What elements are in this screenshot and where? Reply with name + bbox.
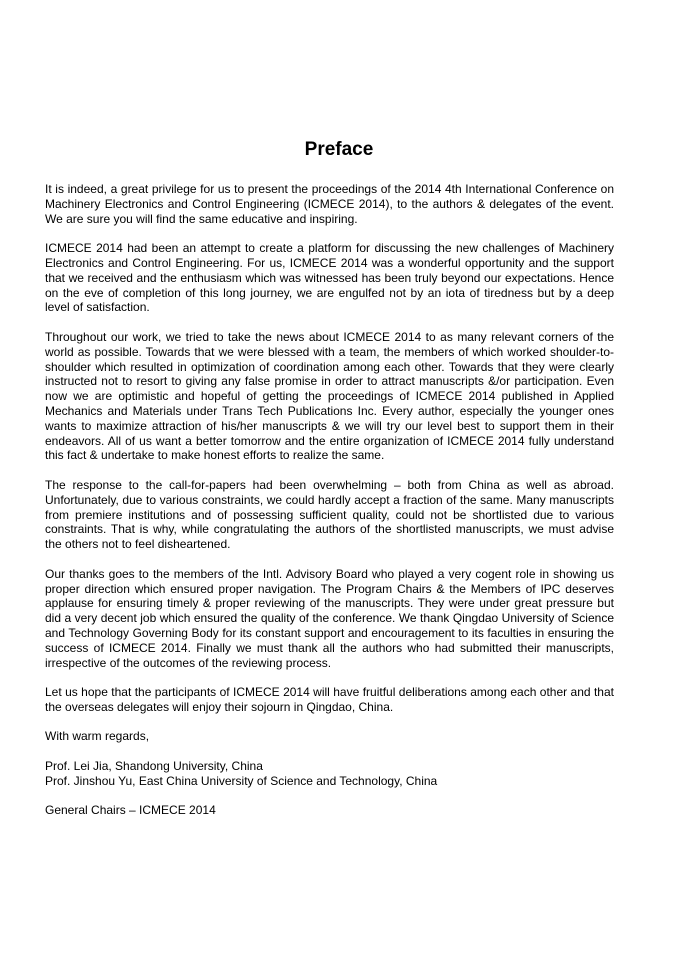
general-chairs-role: General Chairs – ICMECE 2014: [45, 803, 216, 818]
signatory-lei-jia: Prof. Lei Jia, Shandong University, China: [45, 759, 263, 774]
preface-body: [45, 182, 614, 833]
paragraph-hope: Let us hope that the participants of ICMECE 2014 will have fruitful deliberations among each other and that the overseas delegates will enjoy their sojourn in Qingdao, China.: [45, 685, 614, 714]
page-title: Preface: [304, 139, 374, 160]
paragraph-platform: ICMECE 2014 had been an attempt to create a platform for discussing the new challenges of Machinery Electronics and Control Engineering. For us, ICMECE 2014 was a wonderful opportunity and the support that we received and the enthusiasm which was witnessed has been truly beyond our expectations. Hence on the eve of completion of this long journey, we are engulfed not by an iota of tiredness but by a deep level of satisfaction.: [45, 241, 614, 315]
paragraph-thanks: Our thanks goes to the members of the Intl. Advisory Board who played a very cogent role in showing us proper direction which ensured proper navigation. The Program Chairs & the Members of IPC deserves applause for ensuring timely & proper reviewing of the manuscripts. They were under great pressure but did a very decent job which ensured the quality of the conference. We thank Qingdao University of Science and Technology Governing Body for its constant support and encouragement to its faculties in ensuring the success of ICMECE 2014. Finally we must thank all the authors who had submitted their manuscripts, irrespective of the outcomes of the reviewing process.: [45, 566, 614, 670]
paragraph-introduction: It is indeed, a great privilege for us to present the proceedings of the 2014 4th International Conference on Machinery Electronics and Control Engineering (ICMECE 2014), to the authors & delegates of the event. We are sure you will find the same educative and inspiring.: [45, 182, 614, 226]
paragraph-work: Throughout our work, we tried to take the news about ICMECE 2014 to as many relevant corners of the world as possible. Towards that we were blessed with a team, the members of which worked shoulder-to-shoulder which resulted in optimization of coordination among each other. Towards that they were clearly instructed not to resort to giving any false promise in order to attract manuscripts &/or participation. Even now we are optimistic and hopeful of getting the proceedings of ICMECE 2014 published in Applied Mechanics and Materials under Trans Tech Publications Inc. Every author, especially the younger ones wants to maximize attraction of his/her manuscripts & we will try our level best to support them in their endeavors. All of us want a better tomorrow and the entire organization of ICMECE 2014 fully understand this fact & undertake to make honest efforts to realize the same.: [45, 329, 614, 463]
signatory-jinshou-yu: Prof. Jinshou Yu, East China University of Science and Technology, China: [45, 773, 438, 788]
closing-line: With warm regards,: [45, 729, 150, 744]
signatory-block: [45, 759, 614, 789]
paragraph-response: The response to the call-for-papers had been overwhelming – both from China as well as abroad. Unfortunately, due to various constraints, we could hardly accept a fraction of the same. Many manuscripts from premiere institutions and of possessing sufficient quality, could not be shortlisted due to various constraints. That is why, while congratulating the authors of the shortlisted manuscripts, we must advise the others not to feel disheartened.: [45, 477, 614, 552]
